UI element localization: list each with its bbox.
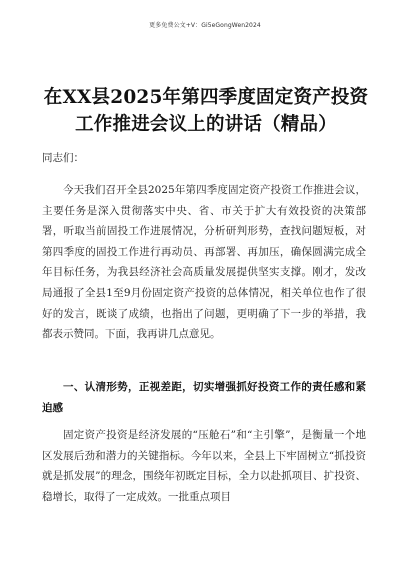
paragraph-text: 今天我们召开全县2025年第四季度固定资产投资工作推进会议，主要任务是深入贯彻落实中央、省、市关于扩大有效投资的决策部署，听取当前固投工作进展情况，分析研判形势，查找问题短板，对第四季度的固投工作进行再动员、再部署、再加压，确保圆满完成全年目标任务，为我县经济社会高质量发展提供坚实支撑。刚才，发改局通报了全县1至9月份固定资产投资的总体情况，相关单位也作了很好的发言，既谈了成绩，也指出了问题，更明确了下一步的举措，我都表示赞同。下面，我再讲几点意见。 (42, 184, 366, 341)
document-title: 在XX县2025年第四季度固定资产投资工作推进会议上的讲话（精品） (43, 87, 369, 135)
body-paragraph-2 (42, 425, 366, 507)
body-paragraph-1 (42, 180, 366, 345)
section-heading-text: 一、认清形势，正视差距，切实增强抓好投资工作的责任感和紧迫感 (42, 381, 366, 414)
section-heading-1 (42, 377, 366, 418)
salutation: 同志们： (42, 152, 84, 164)
header-note: 更多免费公文+V：Gi5eGongWen2024 (149, 22, 261, 29)
paragraph-text: 固定资产投资是经济发展的“压舱石”和“主引擎”，是衡量一个地区发展后劲和潜力的关键指标。今年以来，全县上下牢固树立“抓投资就是抓发展”的理念，围绕年初既定目标，全力以赴抓项目、扩投资、稳增长，取得了一定成效。一批重点项目 (42, 429, 366, 503)
